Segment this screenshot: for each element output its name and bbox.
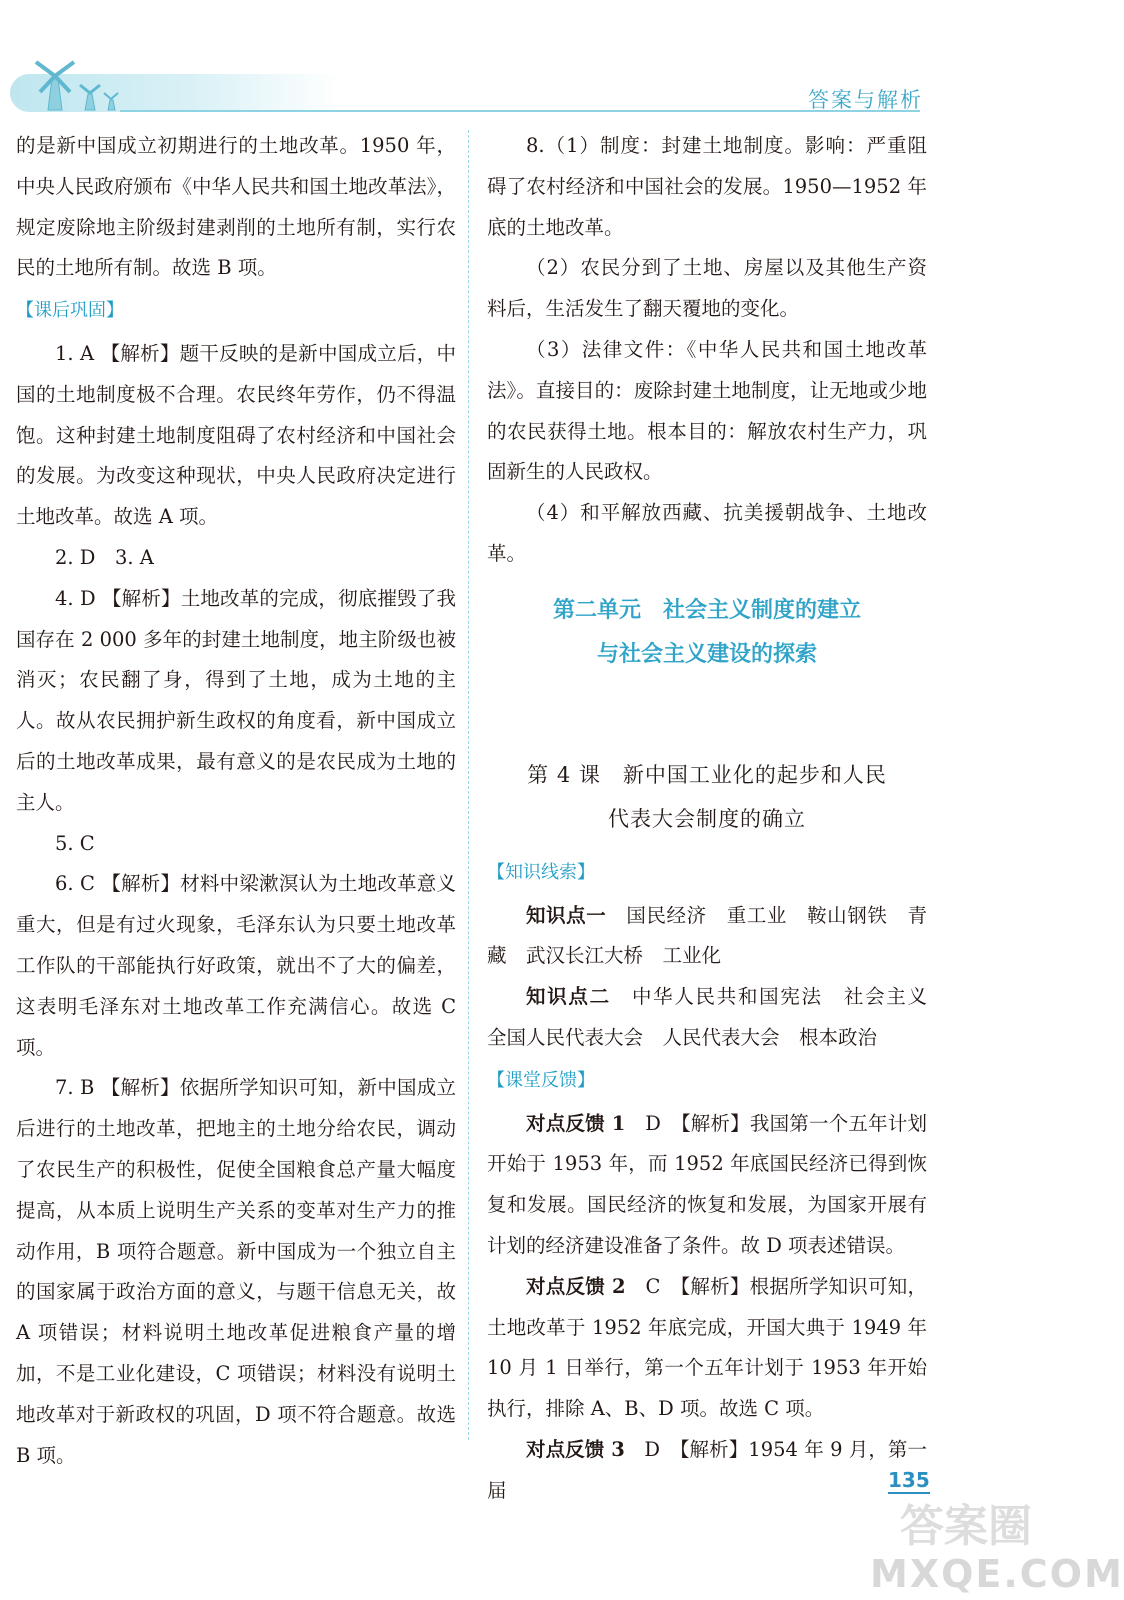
knowledge-point-2-label: 知识点二 [526,985,611,1009]
header-title: 答案与解析 [808,88,923,112]
answer-q6: 6. C 【解析】材料中梁漱溟认为土地改革意义重大，但是有过火现象，毛泽东认为只要土地改革工作队的干部能执行好政策，就出不了大的偏差，这表明毛泽东对土地改革工作充满信心。故选 C 项。 [16,872,456,1059]
section-tag-knowledge: 【知识线索】 [487,861,595,883]
page-number: 135 [888,1468,930,1492]
answer-q8-part3: （3）法律文件：《中华人民共和国土地改革法》。直接目的：废除封建土地制度，让无地或少地的农民获得土地。根本目的：解放农村生产力，巩固新生的人民政权。 [487,337,927,484]
left-column [16,126,456,1476]
right-column [487,126,947,1512]
windmill-icon [18,58,128,114]
unit-title-line1: 第二单元 社会主义制度的建立 [552,597,861,623]
answer-q8-part1: 8.（1）制度：封建土地制度。影响：严重阻碍了农村经济和中国社会的发展。1950—1952 年底的土地改革。 [487,134,927,239]
knowledge-point-1 [487,896,927,978]
unit-title-line2: 与社会主义建设的探索 [596,641,817,667]
answer-q1: 1. A 【解析】题干反映的是新中国成立后，中国的土地制度极不合理。农民终年劳作，仍不得温饱。这种封建土地制度阻碍了农村经济和中国社会的发展。为改变这种现状，中央人民政府决定进行土地改革。故选 A 项。 [16,341,456,529]
answer-q4: 4. D 【解析】土地改革的完成，彻底摧毁了我国存在 2 000 多年的封建土地制度，地主阶级也被消灭；农民翻了身，得到了土地，成为土地的主人。故从农民拥护新生政权的角度看，新中国成立后的土地改革成果，最有意义的是农民成为土地的主人。 [16,586,456,814]
section-tag-classroom: 【课堂反馈】 [487,1069,595,1091]
header-rule [120,110,920,112]
knowledge-point-2-text: 中华人民共和国宪法 社会主义 全国人民代表大会 人民代表大会 根本政治 [487,985,947,1049]
feedback-2 [487,1267,927,1430]
column-divider [468,130,469,1440]
lesson-title-line2: 代表大会制度的确立 [608,806,806,831]
answer-q2-q3: 2. D 3. A [55,545,154,569]
page-header [0,0,1053,130]
feedback-1 [487,1104,927,1267]
watermark-url: MXQE.COM [870,1552,1124,1596]
knowledge-point-1-label: 知识点一 [526,903,607,927]
feedback-3-label: 对点反馈 3 [526,1437,625,1461]
feedback-2-label: 对点反馈 2 [526,1274,626,1298]
feedback-1-label: 对点反馈 1 [526,1111,626,1135]
feedback-3-text: D 【解析】1954 年 9 月，第一届 [487,1437,927,1502]
answer-q5: 5. C [55,831,95,855]
answer-q8-part2: （2）农民分到了土地、房屋以及其他生产资料后，生活发生了翻天覆地的变化。 [487,256,927,321]
lesson-title-line1: 第 4 课 新中国工业化的起步和人民 [527,762,887,787]
section-tag-consolidation: 【课后巩固】 [16,300,124,322]
answer-paragraph: 的是新中国成立初期进行的土地改革。1950 年，中央人民政府颁布《中华人民共和国土地改革法》，规定废除地主阶级封建剥削的土地所有制，实行农民的土地所有制。故选 B 项。 [16,134,456,280]
watermark-logo: 答案圈 [900,1501,1032,1552]
feedback-2-text: C 【解析】根据所学知识可知，土地改革于 1952 年底完成，开国大典于 1949 年 10 月 1 日举行，第一个五年计划于 1953 年开始执行，排除 A、B、D 项。故选 C 项。 [487,1274,928,1421]
answer-q8-part4: （4）和平解放西藏、抗美援朝战争、土地改革。 [487,501,927,565]
knowledge-point-1-text: 国民经济 重工业 鞍山钢铁 青藏 武汉长江大桥 工业化 [487,903,927,968]
answer-q7: 7. B 【解析】依据所学知识可知，新中国成立后进行的土地改革，把地主的土地分给农民，调动了农民生产的积极性，促使全国粮食总产量大幅度提高，从本质上说明生产关系的变革对生产力的推动作用，B 项符合题意。新中国成为一个独立自主的国家属于政治方面的意义，与题干信息无关，故 A 项错误；材料说明土地改革促进粮食产量的增加，不是工业化建设，C 项错误；材料没有说明土地改革对于新政权的巩固，D 项不符合题意。故选 B 项。 [16,1076,456,1467]
knowledge-point-2 [487,977,947,1059]
feedback-1-text: D 【解析】我国第一个五年计划开始于 1953 年，而 1952 年底国民经济已得到恢复和发展。国民经济的恢复和发展，为国家开展有计划的经济建设准备了条件。故 D 项表述错误。 [487,1111,927,1257]
feedback-3 [487,1430,927,1512]
